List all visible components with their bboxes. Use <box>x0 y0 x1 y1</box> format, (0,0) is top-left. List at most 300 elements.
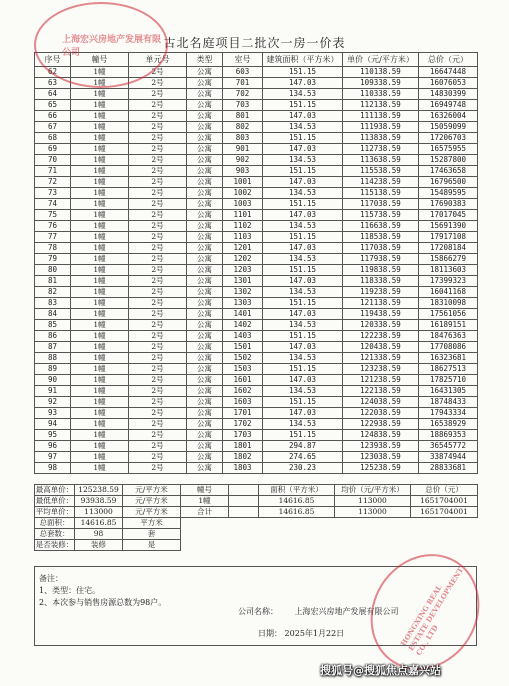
table-cell: 1幢 <box>71 188 129 199</box>
table-cell: 16949748 <box>419 100 478 111</box>
min-price-value: 93938.59 <box>75 496 123 507</box>
table-cell: 1幢 <box>71 221 129 232</box>
summary-row <box>35 507 478 518</box>
table-cell: 901 <box>223 144 263 155</box>
table-cell: 1801 <box>223 441 263 452</box>
table-cell: 16796500 <box>419 177 478 188</box>
table-cell: 86 <box>35 331 71 342</box>
table-cell: 公寓 <box>187 419 223 430</box>
table-cell: 803 <box>223 133 263 144</box>
table-cell: 1幢 <box>71 232 129 243</box>
table-cell: 134.53 <box>263 254 343 265</box>
table-cell: 1303 <box>223 298 263 309</box>
table-cell: 1201 <box>223 243 263 254</box>
table-cell: 111938.59 <box>343 122 419 133</box>
table-cell: 2号 <box>129 89 187 100</box>
table-cell: 2号 <box>129 243 187 254</box>
company-label: 公司名称： <box>238 607 278 616</box>
right-row1-avg: 113000 <box>335 496 411 507</box>
table-cell: 公寓 <box>187 320 223 331</box>
table-row <box>35 166 478 177</box>
table-cell: 147.03 <box>263 342 343 353</box>
table-cell: 97 <box>35 452 71 463</box>
table-cell: 151.15 <box>263 265 343 276</box>
right-row2-building: 合计 <box>181 507 229 518</box>
table-row <box>35 210 478 221</box>
table-cell: 116638.59 <box>343 221 419 232</box>
table-row <box>35 155 478 166</box>
table-cell: 151.15 <box>263 67 343 78</box>
table-cell: 122938.59 <box>343 419 419 430</box>
table-cell: 1幢 <box>71 298 129 309</box>
table-cell: 公寓 <box>187 144 223 155</box>
table-cell: 1幢 <box>71 177 129 188</box>
summary-row <box>35 518 478 529</box>
table-cell: 151.15 <box>263 430 343 441</box>
avg-price-value: 113000 <box>75 507 123 518</box>
table-cell: 公寓 <box>187 199 223 210</box>
table-row <box>35 386 478 397</box>
table-cell: 公寓 <box>187 221 223 232</box>
table-cell: 74 <box>35 199 71 210</box>
table-cell: 17708086 <box>419 342 478 353</box>
date-line <box>258 628 344 639</box>
table-cell: 64 <box>35 89 71 100</box>
decoration-label: 是否装修： <box>35 540 74 549</box>
total-units-label: 总套数： <box>35 529 75 540</box>
table-cell: 1703 <box>223 430 263 441</box>
table-cell: 147.03 <box>263 210 343 221</box>
table-cell: 85 <box>35 320 71 331</box>
table-cell: 123238.59 <box>343 364 419 375</box>
table-cell: 68 <box>35 133 71 144</box>
table-row <box>35 298 478 309</box>
table-cell: 1702 <box>223 419 263 430</box>
table-cell: 18627513 <box>419 364 478 375</box>
table-cell: 1幢 <box>71 122 129 133</box>
right-header-area: 面积（平方米） <box>259 485 335 496</box>
table-cell: 1幢 <box>71 100 129 111</box>
table-cell: 134.53 <box>263 122 343 133</box>
table-row <box>35 397 478 408</box>
table-cell: 114238.59 <box>343 177 419 188</box>
table-row <box>35 364 478 375</box>
table-cell: 63 <box>35 78 71 89</box>
table-cell: 1幢 <box>71 408 129 419</box>
table-cell: 123938.59 <box>343 441 419 452</box>
date-value: 2025年1月22日 <box>284 629 345 638</box>
table-cell: 公寓 <box>187 100 223 111</box>
table-row <box>35 89 478 100</box>
table-row <box>35 331 478 342</box>
table-cell: 119438.59 <box>343 309 419 320</box>
table-cell: 公寓 <box>187 155 223 166</box>
summary-table <box>34 484 478 551</box>
table-cell: 73 <box>35 188 71 199</box>
table-cell: 110338.59 <box>343 89 419 100</box>
table-cell: 147.03 <box>263 144 343 155</box>
max-price-value: 125238.59 <box>75 485 123 496</box>
table-cell: 2号 <box>129 331 187 342</box>
column-header: 建筑面积（平方米） <box>263 53 343 67</box>
table-row <box>35 463 478 474</box>
table-cell: 75 <box>35 210 71 221</box>
table-cell: 121138.59 <box>343 298 419 309</box>
table-cell: 28833681 <box>419 463 478 474</box>
table-cell: 公寓 <box>187 386 223 397</box>
avg-price-label: 平均单价： <box>35 507 74 516</box>
table-cell: 79 <box>35 254 71 265</box>
total-units-value: 98 <box>75 529 123 540</box>
table-cell: 78 <box>35 243 71 254</box>
decoration-unit: 是 <box>123 540 181 551</box>
table-cell: 123038.59 <box>343 452 419 463</box>
table-cell: 1幢 <box>71 331 129 342</box>
summary-empty <box>181 518 478 529</box>
table-cell: 2号 <box>129 221 187 232</box>
table-cell: 17943334 <box>419 408 478 419</box>
table-cell: 1203 <box>223 265 263 276</box>
table-row <box>35 430 478 441</box>
table-row <box>35 276 478 287</box>
summary-empty <box>181 540 478 551</box>
table-cell: 公寓 <box>187 342 223 353</box>
table-cell: 125238.59 <box>343 463 419 474</box>
table-cell: 802 <box>223 122 263 133</box>
table-cell: 1幢 <box>71 155 129 166</box>
table-cell: 98 <box>35 463 71 474</box>
table-cell: 122138.59 <box>343 386 419 397</box>
date-label: 日期： <box>258 629 282 638</box>
table-cell: 1603 <box>223 397 263 408</box>
table-cell: 公寓 <box>187 298 223 309</box>
table-cell: 公寓 <box>187 287 223 298</box>
table-cell: 1701 <box>223 408 263 419</box>
table-cell: 151.15 <box>263 298 343 309</box>
price-table <box>34 52 478 474</box>
table-cell: 16431305 <box>419 386 478 397</box>
table-cell: 94 <box>35 419 71 430</box>
table-cell: 93 <box>35 408 71 419</box>
table-cell: 17399323 <box>419 276 478 287</box>
table-cell: 91 <box>35 386 71 397</box>
table-cell: 83 <box>35 298 71 309</box>
table-cell: 117038.59 <box>343 199 419 210</box>
table-row <box>35 353 478 364</box>
table-cell: 113838.59 <box>343 133 419 144</box>
table-cell: 115138.59 <box>343 188 419 199</box>
right-header-avg: 均价（元/平方米） <box>335 485 411 496</box>
table-row <box>35 452 478 463</box>
table-cell: 公寓 <box>187 276 223 287</box>
table-cell: 16323681 <box>419 353 478 364</box>
table-cell: 16326004 <box>419 111 478 122</box>
table-row <box>35 122 478 133</box>
table-cell: 公寓 <box>187 67 223 78</box>
table-cell: 147.03 <box>263 177 343 188</box>
column-header: 单元号 <box>129 53 187 67</box>
table-cell: 67 <box>35 122 71 133</box>
table-cell: 134.53 <box>263 89 343 100</box>
table-row <box>35 199 478 210</box>
table-cell: 36545772 <box>419 441 478 452</box>
table-cell: 2号 <box>129 265 187 276</box>
table-cell: 2号 <box>129 430 187 441</box>
table-cell: 公寓 <box>187 122 223 133</box>
table-cell: 2号 <box>129 375 187 386</box>
table-cell: 603 <box>223 67 263 78</box>
table-cell: 70 <box>35 155 71 166</box>
table-cell: 16189151 <box>419 320 478 331</box>
table-cell: 121238.59 <box>343 375 419 386</box>
table-cell: 147.03 <box>263 243 343 254</box>
table-cell: 1幢 <box>71 353 129 364</box>
table-cell: 2号 <box>129 78 187 89</box>
table-cell: 18310098 <box>419 298 478 309</box>
table-cell: 17825710 <box>419 375 478 386</box>
table-cell: 147.03 <box>263 111 343 122</box>
table-cell: 1幢 <box>71 375 129 386</box>
table-cell: 89 <box>35 364 71 375</box>
table-cell: 1幢 <box>71 210 129 221</box>
table-cell: 1幢 <box>71 199 129 210</box>
table-cell: 1幢 <box>71 111 129 122</box>
table-cell: 1502 <box>223 353 263 364</box>
table-cell: 2号 <box>129 67 187 78</box>
table-cell: 公寓 <box>187 89 223 100</box>
document-title: 古北名庭项目二批次一房一价表 <box>163 36 346 50</box>
table-cell: 119838.59 <box>343 265 419 276</box>
table-cell: 109338.59 <box>343 78 419 89</box>
table-cell: 1幢 <box>71 67 129 78</box>
table-cell: 147.03 <box>263 276 343 287</box>
table-cell: 1401 <box>223 309 263 320</box>
table-cell: 2号 <box>129 419 187 430</box>
table-cell: 1幢 <box>71 397 129 408</box>
table-row <box>35 133 478 144</box>
table-row <box>35 144 478 155</box>
table-cell: 2号 <box>129 320 187 331</box>
table-cell: 17208184 <box>419 243 478 254</box>
table-cell: 2号 <box>129 254 187 265</box>
table-cell: 1402 <box>223 320 263 331</box>
table-cell: 151.15 <box>263 199 343 210</box>
table-cell: 1101 <box>223 210 263 221</box>
notes-label: 备注： <box>39 574 63 583</box>
table-row <box>35 309 478 320</box>
table-cell: 2号 <box>129 232 187 243</box>
table-row <box>35 408 478 419</box>
summary-row <box>35 529 478 540</box>
table-cell: 151.15 <box>263 397 343 408</box>
total-area-value: 14616.85 <box>75 518 123 529</box>
table-cell: 公寓 <box>187 430 223 441</box>
table-cell: 134.53 <box>263 320 343 331</box>
right-row2-area: 14616.85 <box>259 507 335 518</box>
table-cell: 1601 <box>223 375 263 386</box>
table-cell: 公寓 <box>187 243 223 254</box>
table-cell: 16041168 <box>419 287 478 298</box>
table-cell: 111138.59 <box>343 111 419 122</box>
table-cell: 134.53 <box>263 353 343 364</box>
summary-row <box>35 485 478 496</box>
table-cell: 1幢 <box>71 342 129 353</box>
table-row <box>35 100 478 111</box>
table-cell: 118338.59 <box>343 276 419 287</box>
table-row <box>35 254 478 265</box>
table-row <box>35 265 478 276</box>
table-cell: 134.53 <box>263 221 343 232</box>
table-cell: 公寓 <box>187 254 223 265</box>
table-cell: 公寓 <box>187 309 223 320</box>
right-row1-total: 1651704001 <box>411 496 478 507</box>
decoration-value: 装修 <box>75 540 123 551</box>
table-cell: 121338.59 <box>343 353 419 364</box>
table-cell: 15866279 <box>419 254 478 265</box>
column-header: 幢号 <box>71 53 129 67</box>
table-row <box>35 342 478 353</box>
table-cell: 2号 <box>129 309 187 320</box>
table-cell: 110138.59 <box>343 67 419 78</box>
table-cell: 1幢 <box>71 276 129 287</box>
table-cell: 18748433 <box>419 397 478 408</box>
table-cell: 120338.59 <box>343 320 419 331</box>
table-cell: 1003 <box>223 199 263 210</box>
table-cell: 公寓 <box>187 463 223 474</box>
table-cell: 122038.59 <box>343 408 419 419</box>
table-cell: 1302 <box>223 287 263 298</box>
table-cell: 1503 <box>223 364 263 375</box>
min-price-label: 最低单价： <box>35 496 74 505</box>
table-cell: 公寓 <box>187 408 223 419</box>
table-cell: 703 <box>223 100 263 111</box>
table-cell: 1幢 <box>71 441 129 452</box>
table-cell: 90 <box>35 375 71 386</box>
table-cell: 117938.59 <box>343 254 419 265</box>
table-row <box>35 419 478 430</box>
table-cell: 2号 <box>129 144 187 155</box>
table-row <box>35 111 478 122</box>
table-cell: 134.53 <box>263 155 343 166</box>
table-cell: 66 <box>35 111 71 122</box>
table-cell: 1幢 <box>71 254 129 265</box>
table-cell: 2号 <box>129 298 187 309</box>
right-header-total: 总价（元） <box>411 485 478 496</box>
table-cell: 2号 <box>129 452 187 463</box>
table-cell: 16076053 <box>419 78 478 89</box>
table-cell: 公寓 <box>187 375 223 386</box>
total-area-unit: 平方米 <box>123 518 181 529</box>
table-cell: 2号 <box>129 111 187 122</box>
table-cell: 1幢 <box>71 287 129 298</box>
table-cell: 公寓 <box>187 78 223 89</box>
table-cell: 1501 <box>223 342 263 353</box>
table-cell: 1幢 <box>71 452 129 463</box>
table-cell: 2号 <box>129 188 187 199</box>
table-cell: 119238.59 <box>343 287 419 298</box>
table-cell: 18476363 <box>419 331 478 342</box>
table-cell: 公寓 <box>187 265 223 276</box>
table-cell: 118538.59 <box>343 232 419 243</box>
table-cell: 151.15 <box>263 364 343 375</box>
table-cell: 147.03 <box>263 78 343 89</box>
table-cell: 92 <box>35 397 71 408</box>
table-cell: 15691390 <box>419 221 478 232</box>
summary-spacer <box>229 507 259 518</box>
table-cell: 公寓 <box>187 353 223 364</box>
max-price-unit: 元/平方米 <box>123 485 181 496</box>
table-cell: 公寓 <box>187 111 223 122</box>
table-cell: 1幢 <box>71 265 129 276</box>
right-header-building: 幢号 <box>181 485 229 496</box>
table-cell: 69 <box>35 144 71 155</box>
table-cell: 33874944 <box>419 452 478 463</box>
right-row2-avg: 113000 <box>335 507 411 518</box>
table-cell: 1202 <box>223 254 263 265</box>
summary-row <box>35 540 478 551</box>
total-units-unit: 套 <box>123 529 181 540</box>
table-cell: 62 <box>35 67 71 78</box>
table-row <box>35 320 478 331</box>
summary-empty <box>181 529 478 540</box>
table-cell: 124038.59 <box>343 397 419 408</box>
table-cell: 公寓 <box>187 331 223 342</box>
table-cell: 2号 <box>129 199 187 210</box>
table-cell: 1幢 <box>71 430 129 441</box>
table-cell: 公寓 <box>187 441 223 452</box>
table-cell: 151.15 <box>263 232 343 243</box>
table-cell: 95 <box>35 430 71 441</box>
table-cell: 公寓 <box>187 188 223 199</box>
table-row <box>35 232 478 243</box>
total-area-label: 总面积： <box>35 518 75 529</box>
table-cell: 17206703 <box>419 133 478 144</box>
table-cell: 1802 <box>223 452 263 463</box>
avg-price-unit: 元/平方米 <box>123 507 181 518</box>
table-cell: 17463658 <box>419 166 478 177</box>
table-cell: 2号 <box>129 386 187 397</box>
table-cell: 1幢 <box>71 386 129 397</box>
table-cell: 112138.59 <box>343 100 419 111</box>
column-header: 单价（元/平方米） <box>343 53 419 67</box>
table-cell: 17690383 <box>419 199 478 210</box>
table-row <box>35 375 478 386</box>
table-cell: 80 <box>35 265 71 276</box>
table-cell: 147.03 <box>263 375 343 386</box>
table-cell: 1幢 <box>71 463 129 474</box>
table-cell: 903 <box>223 166 263 177</box>
table-cell: 公寓 <box>187 166 223 177</box>
table-cell: 2号 <box>129 463 187 474</box>
table-cell: 151.15 <box>263 331 343 342</box>
table-cell: 151.15 <box>263 133 343 144</box>
table-cell: 147.03 <box>263 309 343 320</box>
table-cell: 18113603 <box>419 265 478 276</box>
summary-spacer <box>229 496 259 507</box>
table-cell: 2号 <box>129 177 187 188</box>
table-cell: 15059099 <box>419 122 478 133</box>
table-cell: 1幢 <box>71 133 129 144</box>
max-price-label: 最高单价： <box>35 485 74 494</box>
table-cell: 公寓 <box>187 364 223 375</box>
table-cell: 1幢 <box>71 243 129 254</box>
table-row <box>35 188 478 199</box>
table-cell: 2号 <box>129 441 187 452</box>
notes-line-1: 1、类型：住宅。 <box>39 586 101 595</box>
table-cell: 1幢 <box>71 89 129 100</box>
table-cell: 1602 <box>223 386 263 397</box>
table-cell: 1幢 <box>71 320 129 331</box>
